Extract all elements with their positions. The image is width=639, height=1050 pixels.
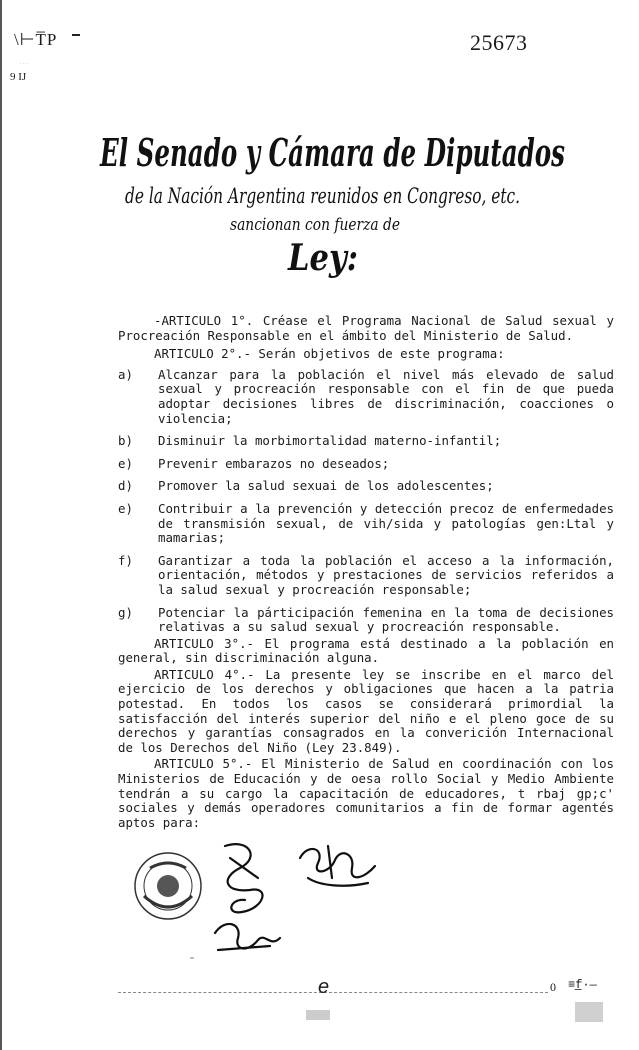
letterhead-line4: Ley: <box>287 237 358 279</box>
objective-label: e) <box>118 455 133 471</box>
objective-text: Prevenir embarazos no deseados; <box>158 455 390 471</box>
corner-code: 9 IJ <box>10 71 27 83</box>
objective-item <box>118 434 614 449</box>
objective-text: Potenciar la párticipación femenina en la toma de decisiones relativas a su salud sexual y procreación responsable. <box>158 604 614 635</box>
bill-body <box>118 314 614 830</box>
footer-scribble: ≡f̲·— <box>568 978 597 992</box>
objective-text: Garantizar a toda la población el acceso a la información, orientación, métodos y prestaciones de servicios referidos a la salud sexual y procreación responsable; <box>158 552 614 597</box>
article-1: -ARTICULO 1°. Créase el Programa Nacional de Salud sexual y Procreación Responsable en el ámbito del Ministerio de Salud. <box>118 313 614 343</box>
signatures-drawing <box>130 838 390 968</box>
objective-label: d) <box>118 478 133 494</box>
footer-rule <box>118 992 548 995</box>
objective-text: Disminuir la morbimortalidad materno-infantil; <box>158 433 502 449</box>
scan-speck <box>575 1002 603 1022</box>
file-number: 25673 <box>470 30 528 55</box>
letterhead-line2: de la Nación Argentina reunidos en Congreso, etc. <box>125 184 520 208</box>
objective-item <box>118 368 614 426</box>
letterhead-script <box>100 118 570 278</box>
corner-dots: · · · <box>20 61 28 67</box>
page-edge-rule <box>0 0 2 1050</box>
corner-handwritten-mark: \⊢T̅P <box>14 30 58 49</box>
objective-item <box>118 457 614 472</box>
signatures-and-seal <box>130 838 390 968</box>
letterhead <box>100 118 570 278</box>
corner-tick <box>72 34 80 36</box>
article-2-intro: ARTICULO 2°.- Serán objetivos de este programa: <box>154 346 505 362</box>
objective-text: Alcanzar para la población el nivel más elevado de salud sexual y procreación responsable con el fin de que pueda adoptar decisiones libres de discriminación, coacciones o violencia; <box>158 366 614 426</box>
objective-item <box>118 502 614 546</box>
objective-item <box>118 554 614 598</box>
letterhead-line1: El Senado y Cámara de Diputados <box>99 130 565 175</box>
objective-item <box>118 479 614 494</box>
scan-speck <box>190 957 194 959</box>
scan-speck <box>306 1010 330 1020</box>
article-5: ARTICULO 5°.- El Ministerio de Salud en coordinación con los Ministerios de Educación y de oesa rollo Social y Medio Ambiente tendrán a su cargo la capacitación de educadores, t rbaj gp;c' sociales y demás operadores comunitarios a fin de formar agentés aptos para: <box>118 756 614 830</box>
objective-label: f) <box>118 552 133 568</box>
official-seal <box>135 853 201 919</box>
objective-label: b) <box>118 433 133 449</box>
article-4: ARTICULO 4°.- La presente ley se inscribe en el marco del ejercicio de los derechos y obligaciones que hacen a la patria potestad. En todos los casos se considerará primordial la satisfacción del interés superior del niño e el pleno goce de su derechos y garantías consagrados en la converición Internacional de los Derechos del Niño (Ley 23.849). <box>118 666 614 755</box>
footer-mark: e <box>318 976 330 998</box>
objective-text: Contribuir a la prevención y detección precoz de enfermedades de transmisión sexual, de vih/sida y patologías gen:Ltal y mamarias; <box>158 500 614 546</box>
objective-label: a) <box>118 366 133 382</box>
signature-scribbles <box>215 844 375 950</box>
objective-label: g) <box>118 604 133 620</box>
objective-text: Promover la salud sexuai de los adolescentes; <box>158 478 494 494</box>
objective-label: e) <box>118 500 133 516</box>
footer-number: 0 <box>550 980 556 994</box>
article-3: ARTICULO 3°.- El programa está destinado a la población en general, sin discriminación alguna. <box>118 635 614 666</box>
objective-item <box>118 606 614 635</box>
letterhead-line3: sancionan con fuerza de <box>230 215 400 235</box>
